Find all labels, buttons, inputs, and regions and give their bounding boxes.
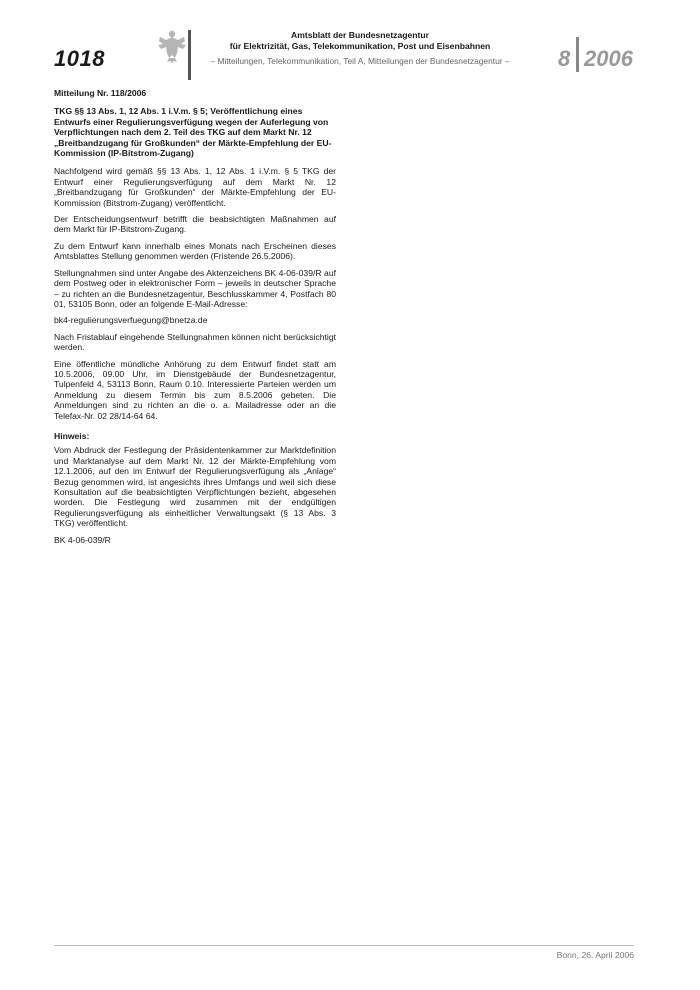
- article-subject: TKG §§ 13 Abs. 1, 12 Abs. 1 i.V.m. § 5; Veröffentlichung eines Entwurfs einer Regulierungsverfügung wegen der Auferlegung von Verpflichtungen nach dem 2. Teil des TKG auf dem Markt Nr. 12 „Breitbandzugang für Großkunden“ der Märkte-Empfehlung der EU-Kommission (IP-Bitstrom-Zugang): [54, 106, 332, 159]
- issue-divider: [576, 37, 579, 72]
- mitteilung-title: Mitteilung Nr. 118/2006: [54, 88, 147, 98]
- paragraph-3: Zu dem Entwurf kann innerhalb eines Monats nach Erscheinen dieses Amtsblattes Stellung genommen werden (Fristende 26.5.2006).: [54, 240, 336, 262]
- paragraph-6: Eine öffentliche mündliche Anhörung zu dem Entwurf findet statt am 10.5.2006, 09.00 Uhr, im Dienstgebäude der Bundesnetzagentur, Tulpenfeld 4, 53113 Bonn, Raum 0.10. Interessierte Parteien werden um Anmeldung zu diesem Termin bis zum 8.5.2006 gebeten. Die Anmeldungen sind zu richten an die o. a. Mailadresse oder an die Telefax-Nr. 02 28/14-64 64.: [54, 358, 336, 421]
- gazette-title: [200, 30, 520, 52]
- reference-number: BK 4-06-039/R: [54, 534, 111, 545]
- footer-date: Bonn, 26. April 2006: [556, 950, 634, 960]
- paragraph-4: Stellungnahmen sind unter Angabe des Aktenzeichens BK 4-06-039/R auf dem Postweg oder in elektronischer Form – jeweils in deutscher Sprache – zu richten an die Bundesnetzagentur, Beschlusskammer 4, Postfach 80 01, 53105 Bonn, oder an folgende E-Mail-Adresse:: [54, 267, 336, 309]
- paragraph-5: Nach Fristablauf eingehende Stellungnahmen können nicht berücksichtigt werden.: [54, 331, 336, 353]
- paragraph-1: Nachfolgend wird gemäß §§ 13 Abs. 1, 12 Abs. 1 i.V.m. § 5 TKG der Entwurf einer Regulierungsverfügung auf dem Markt Nr. 12 „Breitbandzugang für Großkunden“ der Märkte-Empfehlung der EU-Kommission (Bitstrom-Zugang) veröffentlicht.: [54, 166, 336, 208]
- article-body: [54, 88, 336, 551]
- issue-number: 8: [558, 46, 571, 71]
- hinweis-heading: Hinweis:: [54, 430, 90, 441]
- gazette-title-line1: Amtsblatt der Bundesnetzagentur: [291, 30, 429, 40]
- federal-eagle-icon: [156, 28, 188, 64]
- page-number: 1018: [54, 46, 105, 71]
- issue-year: 2006: [584, 46, 633, 71]
- footer-divider: [54, 945, 634, 946]
- gazette-subtitle: – Mitteilungen, Telekommunikation, Teil A, Mitteilungen der Bundesnetzagentur –: [210, 56, 510, 66]
- paragraph-2: Der Entscheidungsentwurf betrifft die beabsichtigten Maßnahmen auf dem Markt für IP-Bitstrom-Zugang.: [54, 214, 336, 235]
- email-address[interactable]: bk4-regulierungsverfuegung@bnetza.de: [54, 315, 208, 326]
- header-divider: [188, 30, 191, 80]
- gazette-title-line2: für Elektrizität, Gas, Telekommunikation, Post und Eisenbahnen: [229, 41, 491, 51]
- paragraph-7: Vom Abdruck der Festlegung der Präsidentenkammer zur Marktdefinition und Marktanalyse auf dem Markt Nr. 12 der Märkte-Empfehlung vom 12.1.2006, auf den im Entwurf der Regulierungsverfügung als „Anlage“ Bezug genommen wird, ist angesichts ihres Umfangs und weil sich diese Konsultation auf die beabsichtigten Verpflichtungen bezieht, abgesehen worden. Die Festlegung wird zusammen mit der endgültigen Regulierungsverfügung als einheitlicher Verwaltungsakt (§ 13 Abs. 3 TKG) veröffentlicht.: [54, 445, 336, 529]
